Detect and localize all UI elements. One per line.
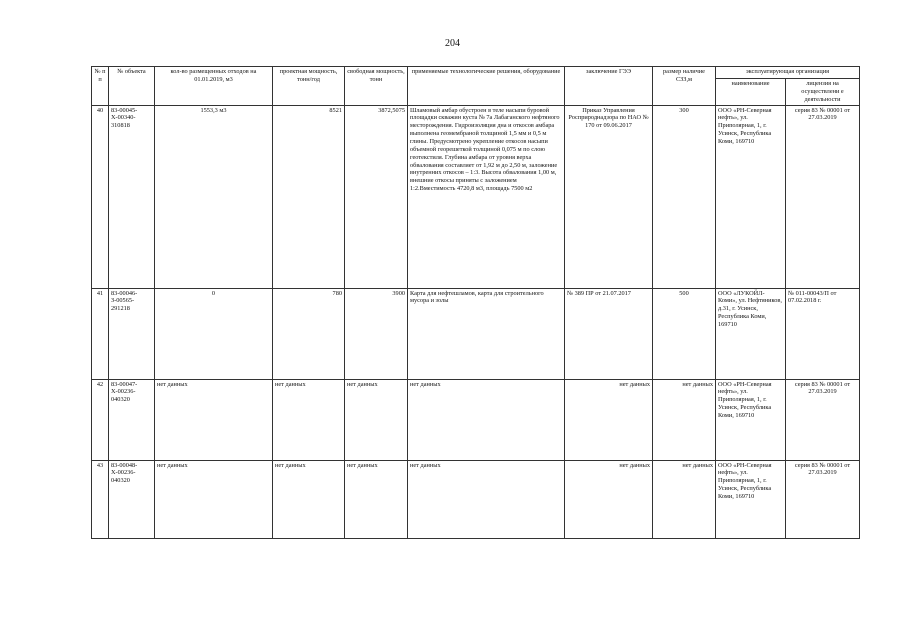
cell-num: 40 (92, 105, 109, 288)
cell-design: нет данных (273, 379, 345, 460)
waste-facilities-table (91, 66, 860, 539)
cell-szz: 500 (653, 288, 716, 379)
cell-szz: нет данных (653, 460, 716, 538)
cell-tech: нет данных (408, 460, 565, 538)
cell-design: нет данных (273, 460, 345, 538)
cell-object: 83-00047-Х-00236-040320 (109, 379, 155, 460)
cell-free: нет данных (345, 460, 408, 538)
table-header-row (92, 67, 860, 79)
cell-num: 43 (92, 460, 109, 538)
cell-waste: нет данных (155, 379, 273, 460)
cell-object: 83-00045-Х-00340-310818 (109, 105, 155, 288)
cell-object: 83-00046-З-00565-291218 (109, 288, 155, 379)
header-szz-size: размер наличие СЗЗ,м (653, 67, 716, 106)
cell-license: № 011-00043/П от 07.02.2018 г. (786, 288, 860, 379)
cell-szz: 300 (653, 105, 716, 288)
header-free-capacity: свободная мощность, тонн (345, 67, 408, 106)
header-gee-conclusion: заключение ГЭЭ (565, 67, 653, 106)
cell-free: 3872,5075 (345, 105, 408, 288)
table-row (92, 379, 860, 460)
cell-free: 3900 (345, 288, 408, 379)
header-operator-license: лицензия на осуществлени е деятельности (786, 79, 860, 106)
cell-gee: Приказ Управления Росприроднадзора по НАО № 170 от 09.06.2017 (565, 105, 653, 288)
cell-license: серия 83 № 00001 от 27.03.2019 (786, 379, 860, 460)
cell-num: 41 (92, 288, 109, 379)
cell-license: серия 83 № 00001 от 27.03.2019 (786, 105, 860, 288)
cell-design: 8521 (273, 105, 345, 288)
cell-operator: ООО «ЛУКОЙЛ-Коми», ул. Нефтяников, д.31, г. Усинск, Республика Коми, 169710 (716, 288, 786, 379)
header-num: № п п (92, 67, 109, 106)
cell-operator: ООО «РН-Северная нефть», ул. Приполярная, 1, г. Усинск, Республика Коми, 169710 (716, 105, 786, 288)
cell-szz: нет данных (653, 379, 716, 460)
cell-free: нет данных (345, 379, 408, 460)
header-waste-amount: кол-во размещенных отходов на 01.01.2019, м3 (155, 67, 273, 106)
cell-operator: ООО «РН-Северная нефть», ул. Приполярная, 1, г. Усинск, Республика Коми, 169710 (716, 460, 786, 538)
table-row (92, 288, 860, 379)
cell-operator: ООО «РН-Северная нефть», ул. Приполярная, 1, г. Усинск, Республика Коми, 169710 (716, 379, 786, 460)
header-tech-solutions: применяемые технологические решения, оборудование (408, 67, 565, 106)
cell-waste: 0 (155, 288, 273, 379)
cell-gee: нет данных (565, 460, 653, 538)
table-row (92, 105, 860, 288)
cell-license: серия 83 № 00001 от 27.03.2019 (786, 460, 860, 538)
cell-tech: нет данных (408, 379, 565, 460)
cell-waste: нет данных (155, 460, 273, 538)
cell-gee: нет данных (565, 379, 653, 460)
header-operator-group: эксплуатирующая организация (716, 67, 860, 79)
header-operator-name: наименование (716, 79, 786, 106)
cell-gee: № 389 ПР от 21.07.2017 (565, 288, 653, 379)
header-design-capacity: проектная мощность, тонн/год (273, 67, 345, 106)
table-row (92, 460, 860, 538)
cell-object: 83-00048-Х-00236-040320 (109, 460, 155, 538)
cell-waste: 1553,3 м3 (155, 105, 273, 288)
cell-design: 780 (273, 288, 345, 379)
cell-tech: Шламовый амбар обустроен в теле насыпи буровой площадки скважин куста № 7а Лабаганского нефтяного месторождения. Гидроизоляция дна и откосов амбара выполнена геомембраной толщиной 1,5 мм и 0,5 м глины. Предусмотрено укрепление откосов насыпи объемной георешеткой толщиной 0,075 м по слою геотекстиля. Глубина амбара от уровня верха обвалования составляет от 1,92 м до 2,50 м, заложение внутренних откосов – 1:3. Высота обвалования 1,00 м, внешние откосы приняты с заложением 1:2.Вместимость 4720,8 м3, площадь 7500 м2 (408, 105, 565, 288)
header-object-num: № объекта (109, 67, 155, 106)
page-number: 204 (445, 38, 460, 49)
cell-tech: Карта для нефтешламов, карта для строительного мусора и золы (408, 288, 565, 379)
cell-num: 42 (92, 379, 109, 460)
